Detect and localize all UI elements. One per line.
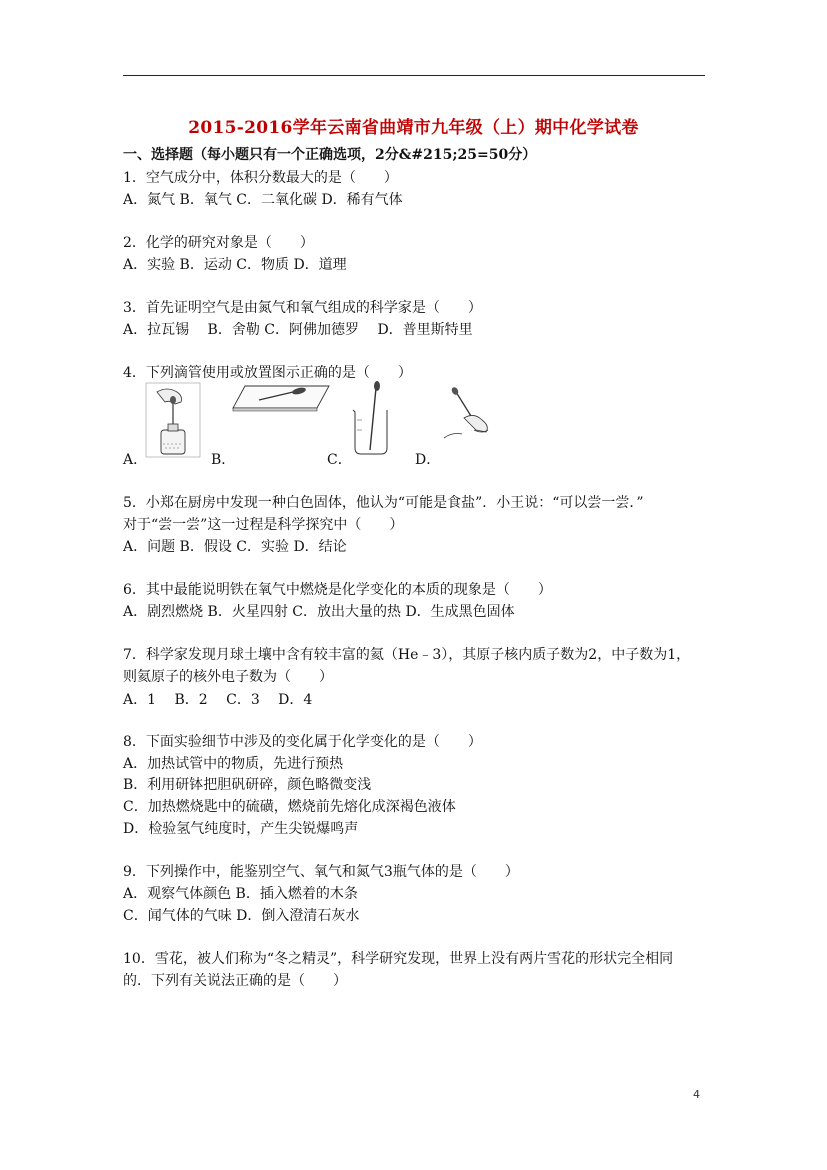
q1-options: A．氮气 B．氧气 C．二氧化碳 D．稀有气体 bbox=[123, 192, 403, 208]
exam-title: 2015-2016学年云南省曲靖市九年级（上）期中化学试卷 bbox=[188, 118, 639, 138]
q4-figures bbox=[123, 380, 723, 470]
q6-options: A．剧烈燃烧 B．火星四射 C．放出大量的热 D．生成黑色固体 bbox=[123, 604, 515, 620]
q4-label-a: A． bbox=[123, 452, 148, 468]
dropper-figure-a bbox=[143, 380, 203, 460]
q2-stem: 2．化学的研究对象是（ ） bbox=[123, 235, 314, 251]
q8-option-d: D．检验氢气纯度时，产生尖锐爆鸣声 bbox=[123, 821, 359, 837]
dropper-figure-b bbox=[231, 382, 331, 422]
q8-option-b: B．利用研钵把胆矾研碎，颜色略微变浅 bbox=[123, 777, 372, 793]
q5-stem-line1: 5．小郑在厨房中发现一种白色固体，他认为“可能是食盐”．小王说：“可以尝一尝．” bbox=[123, 495, 644, 511]
page-number: 4 bbox=[693, 1088, 700, 1101]
q5-options: A．问题 B．假设 C．实验 D．结论 bbox=[123, 539, 347, 555]
q5-stem-line2: 对于“尝一尝”这一过程是科学探究中（ ） bbox=[123, 517, 404, 533]
q4-label-c: C． bbox=[327, 452, 352, 468]
header-rule bbox=[123, 75, 705, 76]
q8-stem: 8．下面实验细节中涉及的变化属于化学变化的是（ ） bbox=[123, 734, 482, 750]
q9-options-ab: A．观察气体颜色 B．插入燃着的木条 bbox=[123, 886, 358, 902]
dropper-figure-d bbox=[438, 386, 503, 446]
q7-options: A．1 B．2 C．3 D．4 bbox=[123, 692, 313, 708]
section-heading: 一、选择题（每小题只有一个正确选项，2分&#215;25=50分） bbox=[123, 147, 537, 163]
q8-option-c: C．加热燃烧匙中的硫磺，燃烧前先熔化成深褐色液体 bbox=[123, 799, 456, 815]
q8-option-a: A．加热试管中的物质，先进行预热 bbox=[123, 756, 344, 772]
dropper-figure-c bbox=[348, 380, 393, 460]
q10-stem-line1: 10．雪花，被人们称为“冬之精灵”，科学研究发现，世界上没有两片雪花的形状完全相同 bbox=[123, 951, 674, 967]
q4-label-d: D． bbox=[415, 452, 441, 468]
q4-label-b: B． bbox=[211, 452, 236, 468]
q4-stem: 4．下列滴管使用或放置图示正确的是（ ） bbox=[123, 365, 412, 381]
q7-stem-line1: 7．科学家发现月球土壤中含有较丰富的氦（He﹣3），其原子核内质子数为2，中子数为1， bbox=[123, 647, 691, 663]
q2-options: A．实验 B．运动 C．物质 D．道理 bbox=[123, 257, 347, 273]
q7-stem-line2: 则氦原子的核外电子数为（ ） bbox=[123, 669, 333, 685]
q1-stem: 1．空气成分中，体积分数最大的是（ ） bbox=[123, 170, 398, 186]
q6-stem: 6．其中最能说明铁在氧气中燃烧是化学变化的本质的现象是（ ） bbox=[123, 582, 552, 598]
q10-stem-line2: 的．下列有关说法正确的是（ ） bbox=[123, 973, 347, 989]
q3-stem: 3．首先证明空气是由氮气和氧气组成的科学家是（ ） bbox=[123, 300, 482, 316]
q9-stem: 9．下列操作中，能鉴别空气、氧气和氮气3瓶气体的是（ ） bbox=[123, 864, 519, 880]
q3-options: A．拉瓦锡 B．舍勒 C．阿佛加德罗 D．普里斯特里 bbox=[123, 322, 473, 338]
q9-options-cd: C．闻气体的气味 D．倒入澄清石灰水 bbox=[123, 908, 360, 924]
